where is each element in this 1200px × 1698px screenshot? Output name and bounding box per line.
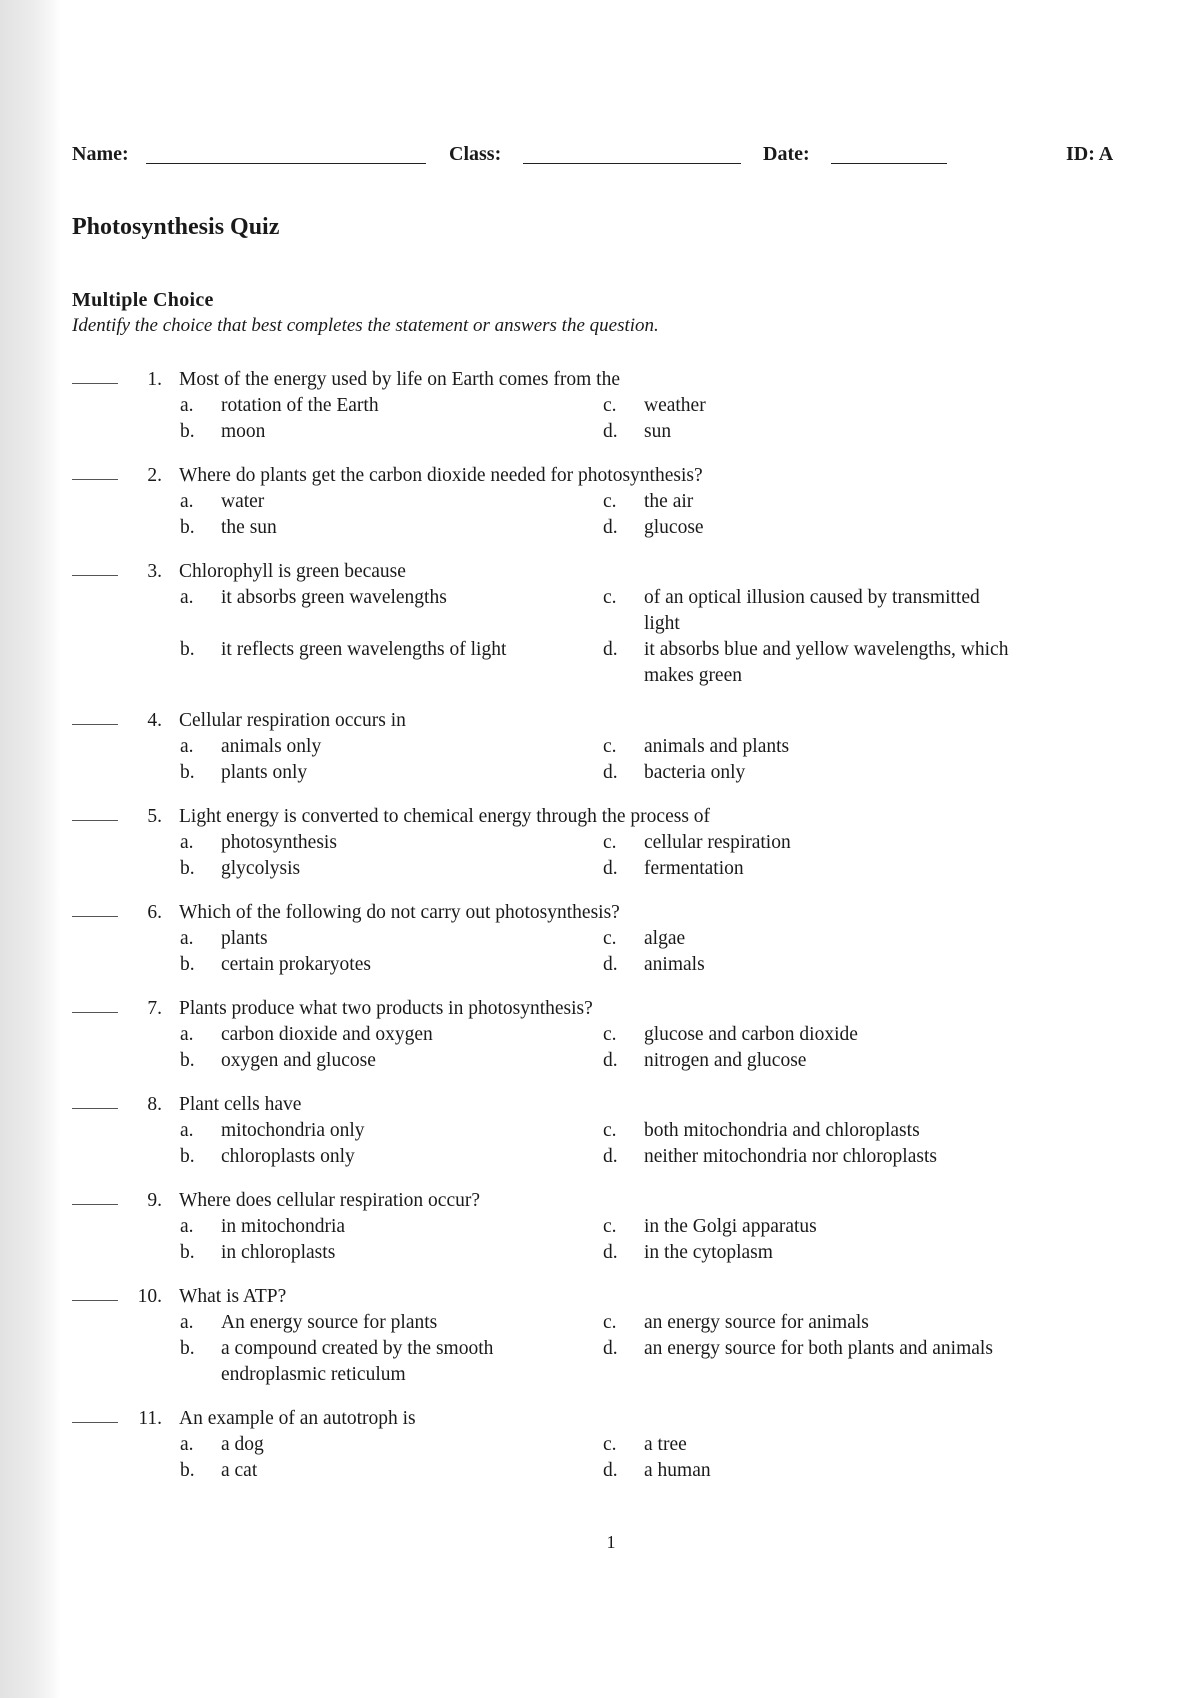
option-text: an energy source for both plants and animals	[644, 1338, 993, 1359]
option-text: the sun	[221, 517, 277, 538]
option-text: a human	[644, 1460, 711, 1481]
answer-blank[interactable]	[72, 1204, 118, 1205]
option-letter: c.	[603, 1312, 617, 1333]
question-number: 7.	[147, 998, 162, 1019]
option-text: glucose and carbon dioxide	[644, 1024, 858, 1045]
section-title: Multiple Choice	[72, 289, 214, 311]
question-number: 2.	[147, 465, 162, 486]
question-stem: Chlorophyll is green because	[179, 561, 406, 582]
option-letter: b.	[180, 1146, 195, 1167]
option-text: nitrogen and glucose	[644, 1050, 807, 1071]
answer-blank[interactable]	[72, 1422, 118, 1423]
question-number: 4.	[147, 710, 162, 731]
option-text: plants only	[221, 762, 308, 783]
answer-blank[interactable]	[72, 1108, 118, 1109]
option-letter: a.	[180, 832, 194, 853]
question-stem: Cellular respiration occurs in	[179, 710, 406, 731]
option-text: oxygen and glucose	[221, 1050, 376, 1071]
question-stem: Light energy is converted to chemical energy through the process of	[179, 806, 711, 827]
option-text: in the cytoplasm	[644, 1242, 773, 1263]
option-letter: d.	[603, 517, 618, 538]
option-letter: c.	[603, 928, 617, 949]
question-stem: Plants produce what two products in photosynthesis?	[179, 998, 593, 1019]
option-letter: d.	[603, 858, 618, 879]
question-stem: An example of an autotroph is	[179, 1408, 416, 1429]
question-stem: What is ATP?	[179, 1286, 287, 1307]
option-text: animals only	[221, 736, 322, 757]
option-text: a cat	[221, 1460, 258, 1481]
option-text: the air	[644, 491, 694, 512]
option-letter: a.	[180, 1120, 194, 1141]
answer-blank[interactable]	[72, 479, 118, 480]
question-stem: Plant cells have	[179, 1094, 302, 1115]
option-letter: b.	[180, 517, 195, 538]
option-letter: a.	[180, 1024, 194, 1045]
option-letter: c.	[603, 1024, 617, 1045]
option-text: a compound created by the smooth endroplasmic reticulum	[221, 1338, 494, 1385]
option-text: photosynthesis	[221, 832, 337, 853]
option-text: certain prokaryotes	[221, 954, 371, 975]
option-text: in chloroplasts	[221, 1242, 336, 1263]
date-field[interactable]	[831, 163, 947, 164]
option-text: cellular respiration	[644, 832, 791, 853]
option-letter: a.	[180, 1312, 194, 1333]
option-letter: d.	[603, 954, 618, 975]
option-letter: b.	[180, 1338, 195, 1359]
option-letter: b.	[180, 1460, 195, 1481]
option-letter: c.	[603, 1120, 617, 1141]
option-text: water	[221, 491, 265, 512]
question-number: 3.	[147, 561, 162, 582]
option-letter: a.	[180, 736, 194, 757]
option-text: in the Golgi apparatus	[644, 1216, 817, 1237]
option-letter: b.	[180, 762, 195, 783]
option-letter: c.	[603, 1216, 617, 1237]
question-stem: Where do plants get the carbon dioxide needed for photosynthesis?	[179, 465, 703, 486]
answer-blank[interactable]	[72, 724, 118, 725]
class-label: Class:	[449, 143, 502, 165]
option-text: it reflects green wavelengths of light	[221, 639, 507, 660]
option-text: animals	[644, 954, 705, 975]
option-text: mitochondria only	[221, 1120, 365, 1141]
question-number: 1.	[147, 369, 162, 390]
option-text: animals and plants	[644, 736, 790, 757]
option-text: both mitochondria and chloroplasts	[644, 1120, 920, 1141]
option-letter: d.	[603, 421, 618, 442]
option-letter: d.	[603, 1146, 618, 1167]
option-letter: c.	[603, 736, 617, 757]
option-letter: d.	[603, 1338, 618, 1359]
option-text: an energy source for animals	[644, 1312, 869, 1333]
option-text: chloroplasts only	[221, 1146, 355, 1167]
question-number: 11.	[138, 1408, 162, 1429]
option-text: moon	[221, 421, 266, 442]
page-number: 1	[606, 1532, 616, 1552]
question-number: 10.	[137, 1286, 162, 1307]
option-text: neither mitochondria nor chloroplasts	[644, 1146, 937, 1167]
page-title: Photosynthesis Quiz	[72, 214, 280, 240]
date-label: Date:	[763, 143, 810, 165]
option-text: An energy source for plants	[221, 1312, 438, 1333]
option-letter: b.	[180, 954, 195, 975]
option-letter: c.	[603, 395, 617, 416]
option-letter: c.	[603, 832, 617, 853]
option-letter: d.	[603, 1050, 618, 1071]
question-stem: Most of the energy used by life on Earth comes from the	[179, 369, 620, 390]
option-letter: a.	[180, 1216, 194, 1237]
answer-blank[interactable]	[72, 575, 118, 576]
option-text: rotation of the Earth	[221, 395, 379, 416]
section-instructions: Identify the choice that best completes the statement or answers the question.	[72, 315, 659, 336]
option-letter: b.	[180, 421, 195, 442]
answer-blank[interactable]	[72, 1012, 118, 1013]
option-letter: c.	[603, 1434, 617, 1455]
question-number: 9.	[147, 1190, 162, 1211]
option-text: glycolysis	[221, 858, 301, 879]
option-letter: a.	[180, 491, 194, 512]
option-letter: d.	[603, 1460, 618, 1481]
option-text: in mitochondria	[221, 1216, 346, 1237]
option-letter: a.	[180, 587, 194, 608]
option-text: it absorbs blue and yellow wavelengths, which makes green	[644, 639, 1009, 686]
option-text: algae	[644, 928, 686, 949]
name-label: Name:	[72, 143, 129, 165]
question-number: 5.	[147, 806, 162, 827]
name-field[interactable]	[146, 163, 426, 164]
answer-blank[interactable]	[72, 1300, 118, 1301]
answer-blank[interactable]	[72, 820, 118, 821]
option-letter: b.	[180, 639, 195, 660]
option-letter: b.	[180, 1242, 195, 1263]
question-number: 8.	[147, 1094, 162, 1115]
option-text: bacteria only	[644, 762, 746, 783]
option-text: weather	[644, 395, 706, 416]
option-letter: a.	[180, 928, 194, 949]
test-id: ID: A	[1066, 143, 1114, 165]
option-letter: c.	[603, 587, 617, 608]
answer-blank[interactable]	[72, 916, 118, 917]
option-letter: d.	[603, 639, 618, 660]
option-letter: a.	[180, 1434, 194, 1455]
question-stem: Where does cellular respiration occur?	[179, 1190, 481, 1211]
answer-blank[interactable]	[72, 383, 118, 384]
question-stem: Which of the following do not carry out photosynthesis?	[179, 902, 620, 923]
option-letter: b.	[180, 858, 195, 879]
question-number: 6.	[147, 902, 162, 923]
option-text: carbon dioxide and oxygen	[221, 1024, 433, 1045]
option-letter: b.	[180, 1050, 195, 1071]
option-letter: d.	[603, 762, 618, 783]
option-text: fermentation	[644, 858, 744, 879]
option-text: glucose	[644, 517, 704, 538]
option-letter: a.	[180, 395, 194, 416]
option-letter: c.	[603, 491, 617, 512]
option-text: of an optical illusion caused by transmitted light	[644, 587, 980, 634]
option-text: a dog	[221, 1434, 264, 1455]
option-text: a tree	[644, 1434, 687, 1455]
class-field[interactable]	[523, 163, 741, 164]
option-text: sun	[644, 421, 672, 442]
option-text: plants	[221, 928, 268, 949]
option-letter: d.	[603, 1242, 618, 1263]
option-text: it absorbs green wavelengths	[221, 587, 447, 608]
